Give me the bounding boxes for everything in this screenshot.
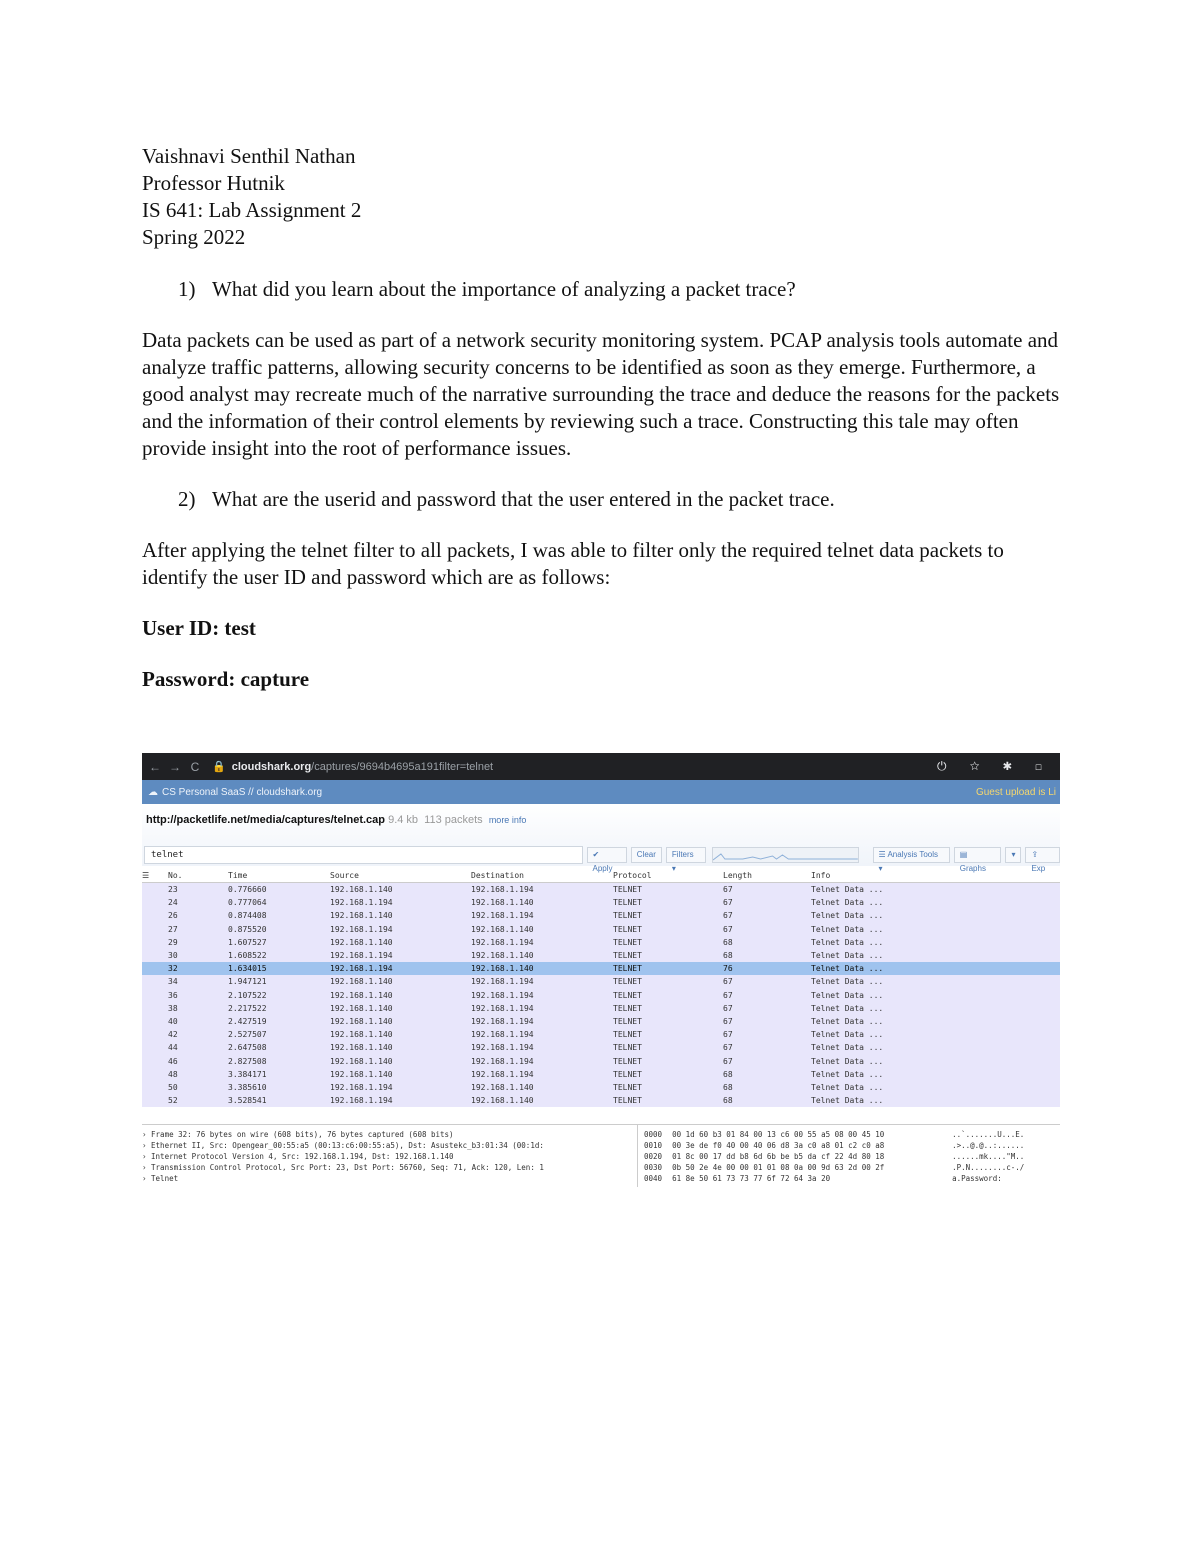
cell-no: 27 — [168, 924, 178, 934]
browser-toolbar — [142, 753, 1060, 780]
cell-protocol: TELNET — [613, 977, 642, 987]
cell-source: 192.168.1.194 — [330, 898, 393, 908]
cell-source: 192.168.1.140 — [330, 1056, 393, 1066]
cell-time: 1.608522 — [228, 951, 267, 961]
cell-destination: 192.168.1.140 — [471, 924, 534, 934]
filter-bar — [142, 844, 1060, 873]
cell-protocol: TELNET — [613, 1056, 642, 1066]
forward-icon[interactable]: → — [169, 759, 181, 774]
hex-ascii-line: ......mk...."M.. — [952, 1152, 1025, 1161]
cell-info: Telnet Data ... — [811, 911, 884, 921]
course-title: IS 641: Lab Assignment 2 — [142, 198, 362, 222]
packet-row[interactable] — [142, 1041, 1060, 1054]
cell-destination: 192.168.1.194 — [471, 911, 534, 921]
cell-source: 192.168.1.194 — [330, 924, 393, 934]
hex-ascii-line: .>..@.@..:...... — [952, 1141, 1025, 1150]
cell-source: 192.168.1.140 — [330, 1043, 393, 1053]
cell-no: 26 — [168, 911, 178, 921]
tree-item-frame[interactable]: › Frame 32: 76 bytes on wire (608 bits), 76 bytes captured (608 bits) — [142, 1130, 454, 1139]
cell-time: 3.385610 — [228, 1082, 267, 1092]
cell-no: 24 — [168, 898, 178, 908]
cell-protocol: TELNET — [613, 937, 642, 947]
cell-info: Telnet Data ... — [811, 1069, 884, 1079]
cell-protocol: TELNET — [613, 911, 642, 921]
cell-destination: 192.168.1.194 — [471, 1043, 534, 1053]
column-protocol[interactable]: Protocol — [613, 870, 652, 880]
cell-no: 30 — [168, 951, 178, 961]
cell-source: 192.168.1.140 — [330, 1016, 393, 1026]
hex-byte-line: 00 1d 60 b3 01 84 00 13 c6 00 55 a5 08 00 45 10 — [672, 1130, 885, 1139]
clear-filter-button[interactable]: Clear — [631, 847, 662, 863]
cell-source: 192.168.1.194 — [330, 951, 393, 961]
cell-destination: 192.168.1.140 — [471, 1096, 534, 1106]
term: Spring 2022 — [142, 225, 246, 249]
packet-row[interactable] — [142, 896, 1060, 909]
capture-packets: 113 packets — [424, 814, 483, 826]
cell-time: 0.875520 — [228, 924, 267, 934]
cell-source: 192.168.1.140 — [330, 937, 393, 947]
cell-no: 42 — [168, 1030, 178, 1040]
cell-info: Telnet Data ... — [811, 1056, 884, 1066]
tree-item-tcp[interactable]: › Transmission Control Protocol, Src Port: 23, Dst Port: 56760, Seq: 71, Ack: 120, Len: 1 — [142, 1163, 544, 1172]
cell-no: 50 — [168, 1082, 178, 1092]
cell-protocol: TELNET — [613, 964, 642, 974]
column-time[interactable]: Time — [228, 870, 248, 880]
address-bar[interactable] — [212, 760, 937, 773]
cell-info: Telnet Data ... — [811, 1003, 884, 1013]
url-host: cloudshark.org — [231, 760, 312, 773]
cell-no: 36 — [168, 990, 178, 1000]
cell-source: 192.168.1.140 — [330, 885, 393, 895]
packet-row[interactable] — [142, 883, 1060, 896]
cell-time: 1.607527 — [228, 937, 267, 947]
protocol-tree — [142, 1125, 637, 1187]
cell-protocol: TELNET — [613, 898, 642, 908]
cell-no: 52 — [168, 1096, 178, 1106]
cell-time: 1.634015 — [228, 964, 267, 974]
packet-row[interactable] — [142, 1094, 1060, 1107]
question-2: 2) What are the userid and password that the user entered in the packet trace. — [178, 487, 835, 511]
packet-row[interactable] — [142, 923, 1060, 936]
cell-destination: 192.168.1.194 — [471, 1056, 534, 1066]
packet-row[interactable] — [142, 936, 1060, 949]
cell-source: 192.168.1.140 — [330, 1003, 393, 1013]
question-1: 1) What did you learn about the importance of analyzing a packet trace? — [178, 277, 796, 301]
hex-byte-line: 61 8e 50 61 73 73 77 6f 72 64 3a 20 — [672, 1174, 831, 1183]
cell-length: 68 — [723, 951, 733, 961]
cell-length: 67 — [723, 898, 733, 908]
cell-time: 2.427519 — [228, 1016, 267, 1026]
capture-title — [146, 814, 526, 826]
cell-protocol: TELNET — [613, 1096, 642, 1106]
back-icon[interactable]: ← — [149, 759, 161, 774]
guest-upload-notice: Guest upload is Li — [975, 786, 1056, 798]
hex-byte-line: 0b 50 2e 4e 00 00 01 01 08 0a 00 9d 63 2d 00 2f — [672, 1163, 885, 1172]
cell-no: 34 — [168, 977, 178, 987]
column-destination[interactable]: Destination — [471, 870, 524, 880]
question-2-text: What are the userid and password that the user entered in the packet trace. — [212, 487, 835, 511]
cell-time: 2.827508 — [228, 1056, 267, 1066]
brand-bar — [142, 780, 1060, 804]
cell-no: 23 — [168, 885, 178, 895]
cell-no: 46 — [168, 1056, 178, 1066]
cell-info: Telnet Data ... — [811, 1016, 884, 1026]
cell-destination: 192.168.1.194 — [471, 1003, 534, 1013]
cell-protocol: TELNET — [613, 1069, 642, 1079]
cell-destination: 192.168.1.140 — [471, 964, 534, 974]
cell-source: 192.168.1.140 — [330, 1030, 393, 1040]
packet-row[interactable] — [142, 1028, 1060, 1041]
cell-length: 67 — [723, 990, 733, 1000]
analysis-tools-dropdown[interactable]: ☰ Analysis Tools ▾ — [873, 847, 950, 863]
cell-time: 2.527507 — [228, 1030, 267, 1040]
hex-ascii-line: ..`.......U...E. — [952, 1130, 1025, 1139]
cell-source: 192.168.1.140 — [330, 990, 393, 1000]
traffic-sparkline — [712, 847, 859, 863]
packet-row[interactable] — [142, 1015, 1060, 1028]
capture-url[interactable]: http://packetlife.net/media/captures/telnet.cap — [146, 814, 386, 826]
cell-no: 48 — [168, 1069, 178, 1079]
column-menu-icon[interactable]: ☰ — [142, 870, 150, 880]
cell-info: Telnet Data ... — [811, 951, 884, 961]
cell-destination: 192.168.1.140 — [471, 1082, 534, 1092]
cell-length: 67 — [723, 924, 733, 934]
cell-time: 3.384171 — [228, 1069, 267, 1079]
document-body — [142, 143, 1062, 693]
cell-info: Telnet Data ... — [811, 1043, 884, 1053]
filters-dropdown[interactable]: Filters ▾ — [666, 847, 706, 863]
tree-item-ip[interactable]: › Internet Protocol Version 4, Src: 192.168.1.194, Dst: 192.168.1.140 — [142, 1152, 454, 1161]
packet-row[interactable] — [142, 909, 1060, 922]
lock-icon: 🔒 — [212, 761, 226, 773]
cell-protocol: TELNET — [613, 951, 642, 961]
hex-dump — [637, 1125, 1024, 1187]
graphs-caret[interactable]: ▾ — [1005, 847, 1021, 863]
cell-length: 67 — [723, 1003, 733, 1013]
hex-ascii-line: a.Password: — [952, 1174, 1002, 1183]
packet-detail-pane — [142, 1124, 1060, 1187]
cell-time: 2.647508 — [228, 1043, 267, 1053]
cell-length: 68 — [723, 937, 733, 947]
cell-info: Telnet Data ... — [811, 964, 884, 974]
professor-name: Professor Hutnik — [142, 171, 285, 195]
hex-offset: 0020 — [644, 1152, 663, 1161]
cell-destination: 192.168.1.194 — [471, 977, 534, 987]
cell-protocol: TELNET — [613, 1003, 642, 1013]
cloudshark-screenshot — [142, 753, 1060, 1187]
capture-header — [142, 804, 1060, 873]
packet-row[interactable] — [142, 949, 1060, 962]
cell-length: 67 — [723, 911, 733, 921]
cell-info: Telnet Data ... — [811, 924, 884, 934]
cell-protocol: TELNET — [613, 885, 642, 895]
apply-filter-button[interactable]: ✔ Apply — [587, 847, 627, 863]
reload-icon[interactable]: C — [190, 759, 200, 774]
hex-offset: 0000 — [644, 1130, 663, 1139]
cell-protocol: TELNET — [613, 1030, 642, 1040]
cell-length: 68 — [723, 1082, 733, 1092]
cell-info: Telnet Data ... — [811, 990, 884, 1000]
cell-no: 29 — [168, 937, 178, 947]
packet-list — [142, 883, 1060, 1107]
cell-destination: 192.168.1.194 — [471, 937, 534, 947]
cell-destination: 192.168.1.194 — [471, 885, 534, 895]
browser-action-icons[interactable]: ⏻ ☆ ✱ ◻ — [936, 759, 1052, 773]
cell-protocol: TELNET — [613, 924, 642, 934]
cell-info: Telnet Data ... — [811, 977, 884, 987]
cell-info: Telnet Data ... — [811, 885, 884, 895]
answer-1: Data packets can be used as part of a network security monitoring system. PCAP analysis tools automate and analyze traffic patterns, allowing security concerns to be identified as soon as they emerge. Furthermore, a good analyst may recreate much of the narrative surrounding the trace and deduce the reasons for the packets and the information of their control elements by reviewing such a trace. Constructing this tale may often provide insight into the root of performance issues. — [142, 328, 1060, 460]
cell-length: 67 — [723, 1056, 733, 1066]
question-1-text: What did you learn about the importance of analyzing a packet trace? — [212, 277, 796, 301]
export-button[interactable]: ⇪ Exp — [1025, 847, 1060, 863]
hex-bytes — [672, 1129, 942, 1187]
column-no[interactable]: No. — [168, 870, 183, 880]
cell-destination: 192.168.1.140 — [471, 951, 534, 961]
cell-length: 67 — [723, 977, 733, 987]
tree-item-ethernet[interactable]: › Ethernet II, Src: Opengear_00:55:a5 (00:13:c6:00:55:a5), Dst: Asustekc_b3:01:34 (00:1d: — [142, 1141, 544, 1150]
cell-no: 38 — [168, 1003, 178, 1013]
display-filter-input[interactable]: telnet — [144, 846, 583, 864]
cell-no: 44 — [168, 1043, 178, 1053]
cell-length: 67 — [723, 1043, 733, 1053]
hex-offset: 0030 — [644, 1163, 663, 1172]
hex-offset: 0040 — [644, 1174, 663, 1183]
hex-ascii — [952, 1129, 1024, 1187]
packet-row[interactable] — [142, 989, 1060, 1002]
cell-protocol: TELNET — [613, 1082, 642, 1092]
author-name: Vaishnavi Senthil Nathan — [142, 144, 356, 168]
packet-row[interactable] — [142, 975, 1060, 988]
cell-length: 68 — [723, 1096, 733, 1106]
password: Password: capture — [142, 667, 310, 691]
capture-size: 9.4 kb — [388, 814, 419, 826]
cell-source: 192.168.1.194 — [330, 1096, 393, 1106]
cell-time: 1.947121 — [228, 977, 267, 987]
hex-byte-line: 01 8c 00 17 dd b8 6d 6b be b5 da cf 22 4d 80 18 — [672, 1152, 885, 1161]
hex-offset: 0010 — [644, 1141, 663, 1150]
cell-info: Telnet Data ... — [811, 1082, 884, 1092]
cell-destination: 192.168.1.194 — [471, 1069, 534, 1079]
cell-info: Telnet Data ... — [811, 1030, 884, 1040]
user-id: User ID: test — [142, 616, 256, 640]
cell-destination: 192.168.1.194 — [471, 990, 534, 1000]
cell-length: 76 — [723, 964, 733, 974]
cell-time: 0.777064 — [228, 898, 267, 908]
cell-length: 68 — [723, 1069, 733, 1079]
packet-row[interactable] — [142, 962, 1060, 975]
cell-no: 40 — [168, 1016, 178, 1026]
cell-no: 32 — [168, 964, 178, 974]
answer-2: After applying the telnet filter to all packets, I was able to filter only the required telnet data packets to identify the user ID and password which are as follows: — [142, 538, 1004, 589]
column-info[interactable]: Info — [811, 870, 831, 880]
packet-row[interactable] — [142, 1068, 1060, 1081]
packet-row[interactable] — [142, 1002, 1060, 1015]
cell-source: 192.168.1.140 — [330, 911, 393, 921]
packet-row[interactable] — [142, 1081, 1060, 1094]
cell-source: 192.168.1.140 — [330, 977, 393, 987]
column-length[interactable]: Length — [723, 870, 752, 880]
cell-time: 3.528541 — [228, 1096, 267, 1106]
cell-destination: 192.168.1.194 — [471, 1030, 534, 1040]
hex-ascii-line: .P.N........c-./ — [952, 1163, 1025, 1172]
cell-destination: 192.168.1.194 — [471, 1016, 534, 1026]
more-info-link[interactable]: more info — [488, 815, 527, 825]
cell-source: 192.168.1.194 — [330, 964, 393, 974]
cell-protocol: TELNET — [613, 1043, 642, 1053]
cell-info: Telnet Data ... — [811, 898, 884, 908]
graphs-button[interactable]: ▤ Graphs — [954, 847, 1002, 863]
cell-destination: 192.168.1.140 — [471, 898, 534, 908]
url-path: /captures/9694b4695a191filter=telnet — [311, 760, 494, 773]
cell-length: 67 — [723, 1016, 733, 1026]
cell-time: 0.776660 — [228, 885, 267, 895]
cell-protocol: TELNET — [613, 1016, 642, 1026]
hex-offsets — [644, 1129, 662, 1187]
tree-item-telnet[interactable]: › Telnet — [142, 1174, 179, 1183]
brand-label: CS Personal SaaS // cloudshark.org — [162, 786, 323, 798]
hex-byte-line: 00 3e de f0 40 00 40 06 d8 3a c0 a8 01 c2 c0 a8 — [672, 1141, 885, 1150]
packet-row[interactable] — [142, 1054, 1060, 1067]
cell-length: 67 — [723, 885, 733, 895]
cell-protocol: TELNET — [613, 990, 642, 1000]
cell-info: Telnet Data ... — [811, 937, 884, 947]
cell-time: 2.217522 — [228, 1003, 267, 1013]
column-source[interactable]: Source — [330, 870, 359, 880]
cell-source: 192.168.1.194 — [330, 1082, 393, 1092]
cell-info: Telnet Data ... — [811, 1096, 884, 1106]
cell-time: 0.874408 — [228, 911, 267, 921]
cell-source: 192.168.1.140 — [330, 1069, 393, 1079]
cloud-icon: ☁ — [148, 786, 158, 798]
cell-length: 67 — [723, 1030, 733, 1040]
cell-time: 2.107522 — [228, 990, 267, 1000]
